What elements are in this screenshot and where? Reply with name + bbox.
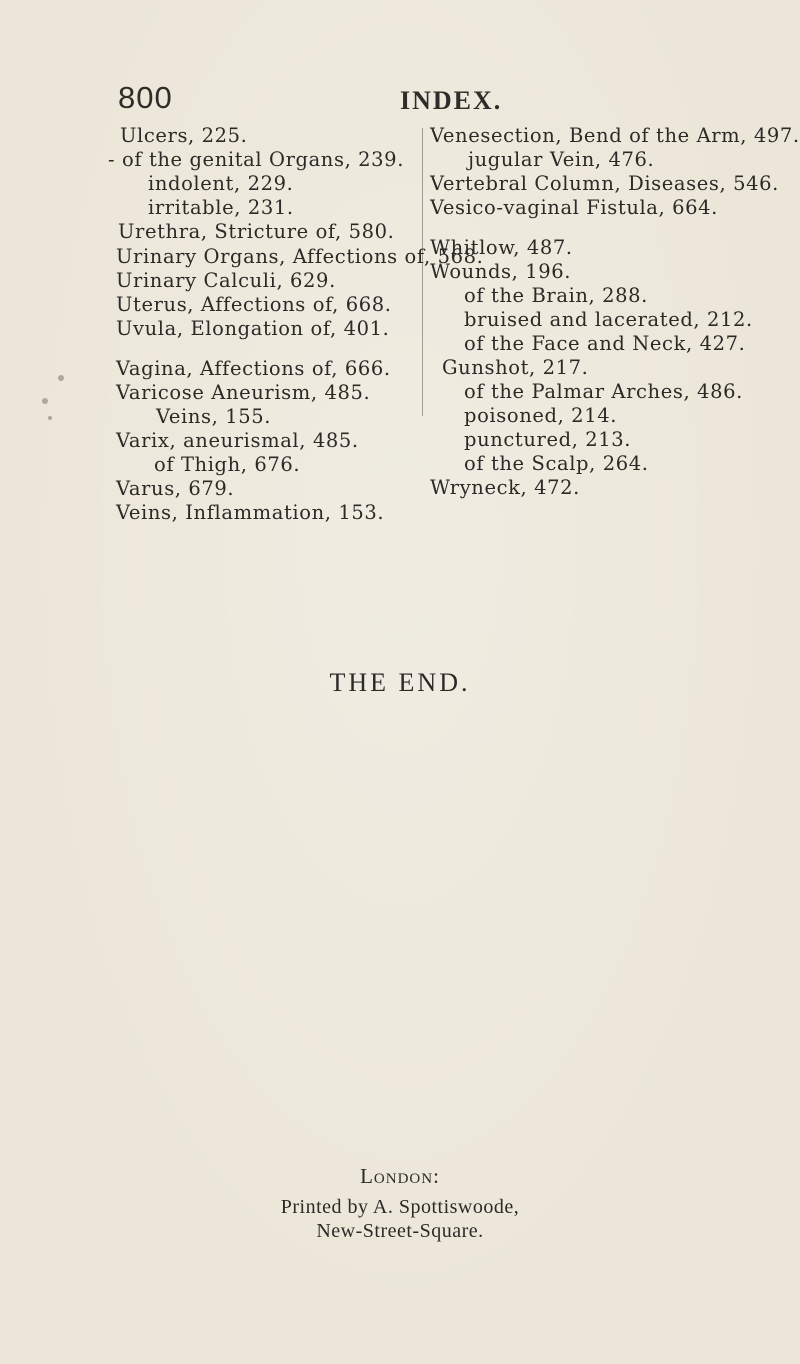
index-entry: Vesico-vaginal Fistula, 664. xyxy=(430,196,718,219)
index-entry: Venesection, Bend of the Arm, 497. xyxy=(430,124,800,147)
ink-blemish xyxy=(48,416,52,420)
imprint-address: New-Street-Square. xyxy=(316,1220,484,1242)
index-entry: jugular Vein, 476. xyxy=(468,148,655,171)
ink-blemish xyxy=(58,375,64,381)
index-entry: punctured, 213. xyxy=(464,428,632,451)
index-entry: irritable, 231. xyxy=(148,196,294,219)
column-divider xyxy=(422,128,423,416)
index-entry: Varix, aneurismal, 485. xyxy=(116,429,359,452)
index-entry: Veins, Inflammation, 153. xyxy=(116,501,385,524)
index-entry: of the Palmar Arches, 486. xyxy=(464,380,743,403)
the-end-heading: THE END. xyxy=(329,668,471,697)
index-entry: Uvula, Elongation of, 401. xyxy=(116,317,390,340)
index-entry: of the Brain, 288. xyxy=(464,284,648,307)
index-entry: Vagina, Affections of, 666. xyxy=(116,357,391,380)
index-entry: - of the genital Organs, 239. xyxy=(108,148,404,171)
index-entry: bruised and lacerated, 212. xyxy=(464,308,753,331)
running-title: INDEX. xyxy=(400,86,503,115)
index-entry: Ulcers, 225. xyxy=(120,124,248,147)
index-entry: indolent, 229. xyxy=(148,172,294,195)
imprint-city: London: xyxy=(360,1164,440,1188)
index-entry: Urethra, Stricture of, 580. xyxy=(118,220,395,243)
index-entry: Urinary Calculi, 629. xyxy=(116,269,336,292)
page-number: 800 xyxy=(118,80,173,115)
index-entry: poisoned, 214. xyxy=(464,404,618,427)
index-entry: Uterus, Affections of, 668. xyxy=(116,293,392,316)
index-entry: of Thigh, 676. xyxy=(154,453,301,476)
index-entry: Gunshot, 217. xyxy=(442,356,589,379)
index-entry: Veins, 155. xyxy=(156,405,272,428)
index-entry: Wounds, 196. xyxy=(430,260,572,283)
index-entry: Urinary Organs, Affections of, 568. xyxy=(116,245,484,268)
index-entry: Wryneck, 472. xyxy=(430,476,580,499)
index-entry: of the Face and Neck, 427. xyxy=(464,332,746,355)
index-entry: Whitlow, 487. xyxy=(430,236,573,259)
index-entry: Vertebral Column, Diseases, 546. xyxy=(430,172,779,195)
index-entry: of the Scalp, 264. xyxy=(464,452,649,475)
index-entry: Varicose Aneurism, 485. xyxy=(116,381,371,404)
index-entry: Varus, 679. xyxy=(116,477,235,500)
imprint-printer: Printed by A. Spottiswoode, xyxy=(280,1196,520,1218)
ink-blemish xyxy=(42,398,48,404)
